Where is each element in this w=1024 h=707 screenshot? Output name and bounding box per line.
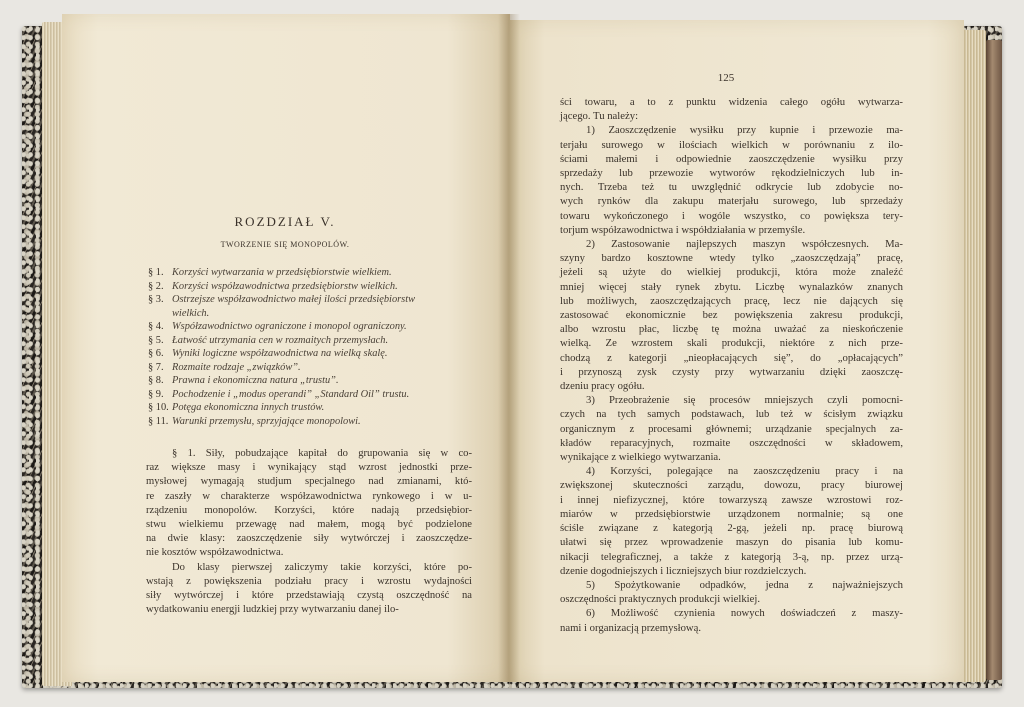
text-line: i innej niefizycznej, które towarzyszą zawsze wzrostowi roz- [560, 493, 903, 506]
toc-item-title: Korzyści wytwarzania w przedsiębiorstwie wielkiem. [172, 267, 392, 278]
toc-item-number: § 6. [148, 348, 164, 359]
toc-item [148, 307, 478, 321]
page-number: 125 [717, 72, 735, 84]
text-line: Do klasy pierwszej zaliczymy takie korzyści, które po- [172, 561, 472, 573]
text-line: raz większe masy i wynikający stąd wzrost jednostki prze- [146, 462, 472, 474]
toc-item [148, 320, 478, 334]
toc-item [148, 293, 478, 307]
text-line: i przynoszą zysk czysty przy wytwarzaniu dzięki zaoszczę- [560, 365, 903, 378]
toc-item-number: § 10. [148, 402, 169, 413]
toc-item-title: Wyniki logiczne współzawodnictwa na wielką skalę. [172, 348, 388, 359]
toc-item-title: Pochodzenie i „modus operandi” „Standard Oil” trustu. [172, 388, 410, 400]
text-line: re zaszły w charakterze współzawodnictwa rynkowego i w u- [146, 490, 472, 502]
left-body-text [146, 447, 472, 617]
text-line: wielką. Ze wzrostem skali produkcji, niektóre z nich prze- [560, 337, 903, 350]
text-line: nami i organizacją przemysłową. [560, 621, 702, 634]
text-line: mysłowej wymagają studjum specjalnego nad zmianami, któ- [146, 476, 472, 488]
text-line: oszczędności praktycznych produkcji wielkiej. [560, 593, 761, 606]
toc-item-number: § 5. [148, 334, 164, 346]
text-line: siły wytwórczej i które przedstawiają czystą oszczędność na [146, 590, 472, 602]
text-line: wstają z powiększenia podziału pracy i wzrostu wydajności [146, 575, 472, 587]
text-line: 5) Spożytkowanie odpadków, jedna z najważniejszych [586, 578, 903, 591]
book-gutter [498, 14, 520, 682]
toc-item-title: Łatwość utrzymania cen w rozmaitych przemysłach. [172, 334, 389, 346]
text-line: 1) Zaoszczędzenie wysiłku przy kupnie i przewozie ma- [586, 124, 903, 137]
toc-item [148, 347, 478, 361]
text-line: nych. Trzeba też tu uwzględnić odkrycie lub zdobycie no- [560, 181, 903, 194]
text-line: dzeniu pracy ogółu. [560, 380, 645, 393]
text-line: 3) Przeobrażenie się procesów mniejszych czyli pomocni- [586, 394, 903, 407]
toc-item-title: Rozmaite rodzaje „związków”. [172, 361, 301, 373]
text-line: stwu wielkiemu przewagę nad małem, mogą być podzielone [146, 519, 472, 531]
toc-item-title: Warunki przemysłu, sprzyjające monopolowi. [172, 415, 361, 427]
text-line: § 1. Siły, pobudzające kapitał do grupowania się w co- [172, 448, 472, 459]
text-line: albo wzrostu płac, liczbę tę można uważać za nieskończenie [560, 323, 903, 336]
text-line: towaru wykończonego i wogóle wszystko, co powiększa tery- [560, 209, 903, 222]
toc-item [148, 280, 478, 294]
text-line: lub możliwych, zaoszczędzających pracę, lecz nie dających się [560, 294, 903, 307]
toc-item-title: Korzyści współzawodnictwa przedsiębiorstw wielkich. [172, 280, 398, 292]
text-line: dzenie dogodniejszych i liczniejszych biur rozdzielczych. [560, 564, 807, 577]
text-line: chodzą z kategorji „nieopłacających się”, do „opłacających” [560, 351, 903, 364]
toc-item [148, 374, 478, 388]
toc-item [148, 266, 478, 280]
toc-item-number: § 2. [148, 280, 164, 292]
text-line: ści towaru, a to z punktu widzenia całego ogółu wytwarza- [560, 96, 903, 108]
toc-item-title: Współzawodnictwo ograniczone i monopol ograniczony. [172, 321, 407, 332]
text-line: miarów w przedsiębiorstwie urządzonem normalnie; są one [560, 507, 903, 520]
text-line: wych rynków dla zakupu materjału surowego, lub sprzedaży [560, 195, 903, 208]
text-line: 4) Korzyści, polegające na zaoszczędzeniu pracy i na [586, 465, 903, 478]
toc-item-number: § 1. [148, 267, 164, 278]
text-line: jącego. Tu należy: [560, 110, 639, 123]
cover-spine-edge [986, 40, 1002, 680]
text-line: sprzedaży lub przewozie wytworów rękodzielniczych lub in- [560, 167, 903, 180]
chapter-title: ROZDZIAŁ V. [234, 214, 336, 229]
toc-item [148, 334, 478, 348]
text-line: rządzeniu monopolów. Korzyści, które nadają przedsiębior- [146, 504, 472, 516]
text-line: nikacji telegraficznej, a także z kategorją 3-ą, np. przez urzą- [560, 550, 903, 563]
chapter-subtitle: TWORZENIE SIĘ MONOPOLÓW. [220, 240, 350, 249]
toc-item-number: § 9. [148, 388, 164, 400]
text-line: 6) Możliwość czynienia nowych doświadczeń z maszy- [586, 607, 903, 620]
text-line: terjału surowego w ilościach wielkich w porównaniu z ilo- [560, 138, 903, 151]
toc-item [148, 415, 478, 429]
toc-item-title: Prawna i ekonomiczna natura „trustu”. [172, 375, 339, 386]
text-line: zwiększonej skuteczności zarządu, dowozu, pracy biurowej [560, 479, 903, 492]
text-line: nie kosztów współzawodnictwa. [146, 547, 284, 559]
text-line: ściami małemi i odpowiednie zaoszczędzenie wysiłku przy [560, 152, 903, 165]
text-line: 2) Zastosowanie najlepszych maszyn współczesnych. Ma- [586, 238, 903, 251]
text-line: czych na tych samych podstawach, lub też w ścisłym związku [560, 408, 903, 421]
toc-item-number: § 8. [148, 375, 164, 386]
text-line: wydatkowaniu energji ludzkiej przy wytwarzaniu danej ilo- [146, 604, 399, 616]
toc-item-title: Potęga ekonomiczna innych trustów. [172, 402, 325, 413]
text-line: zastosować ekonomicznie bez powiększenia zakresu produkcji, [560, 309, 903, 322]
toc-item-number: § 4. [148, 321, 164, 332]
text-line: na dwie klasy: zaoszczędzenie siły wytwórczej i zaoszczędze- [146, 533, 472, 545]
text-line: kładów reparacyjnych, rozmaite oszczędności w składowem, [560, 436, 903, 449]
text-line: mniej więcej stały rynek zbytu. Liczbę wynalazków znanych [560, 280, 903, 293]
text-line: organicznym z procesami głównemi; urządzanie specjalnych za- [560, 422, 903, 435]
text-line: torjum współzawodnictwa i współdziałania w przemyśle. [560, 223, 806, 236]
toc-item [148, 361, 478, 375]
toc-item [148, 401, 478, 415]
toc-item-title: wielkich. [172, 307, 210, 319]
text-line: jeżeli są użyte do wielkiej produkcji, która może znaleźć [560, 266, 903, 279]
text-line: wynikające z wielkiego wytwarzania. [560, 451, 721, 464]
toc-item-number: § 3. [148, 294, 164, 305]
text-line: ułatwi się przez wprowadzenie maszyn do pisania lub komu- [560, 536, 903, 549]
right-body-text [560, 95, 903, 635]
table-of-contents [148, 266, 478, 428]
toc-item [148, 388, 478, 402]
toc-item-number: § 7. [148, 361, 164, 373]
text-line: szyny bardzo kosztowne wtedy tylko „zaoszczędzają” pracę, [560, 252, 903, 265]
text-line: ściśle związane z kategorją 2-gą, jeżeli np. pracę biurową [560, 522, 903, 535]
toc-item-title: Ostrzejsze współzawodnictwo małej ilości przedsiębiorstw [172, 294, 416, 305]
toc-item-number: § 11. [148, 415, 169, 427]
